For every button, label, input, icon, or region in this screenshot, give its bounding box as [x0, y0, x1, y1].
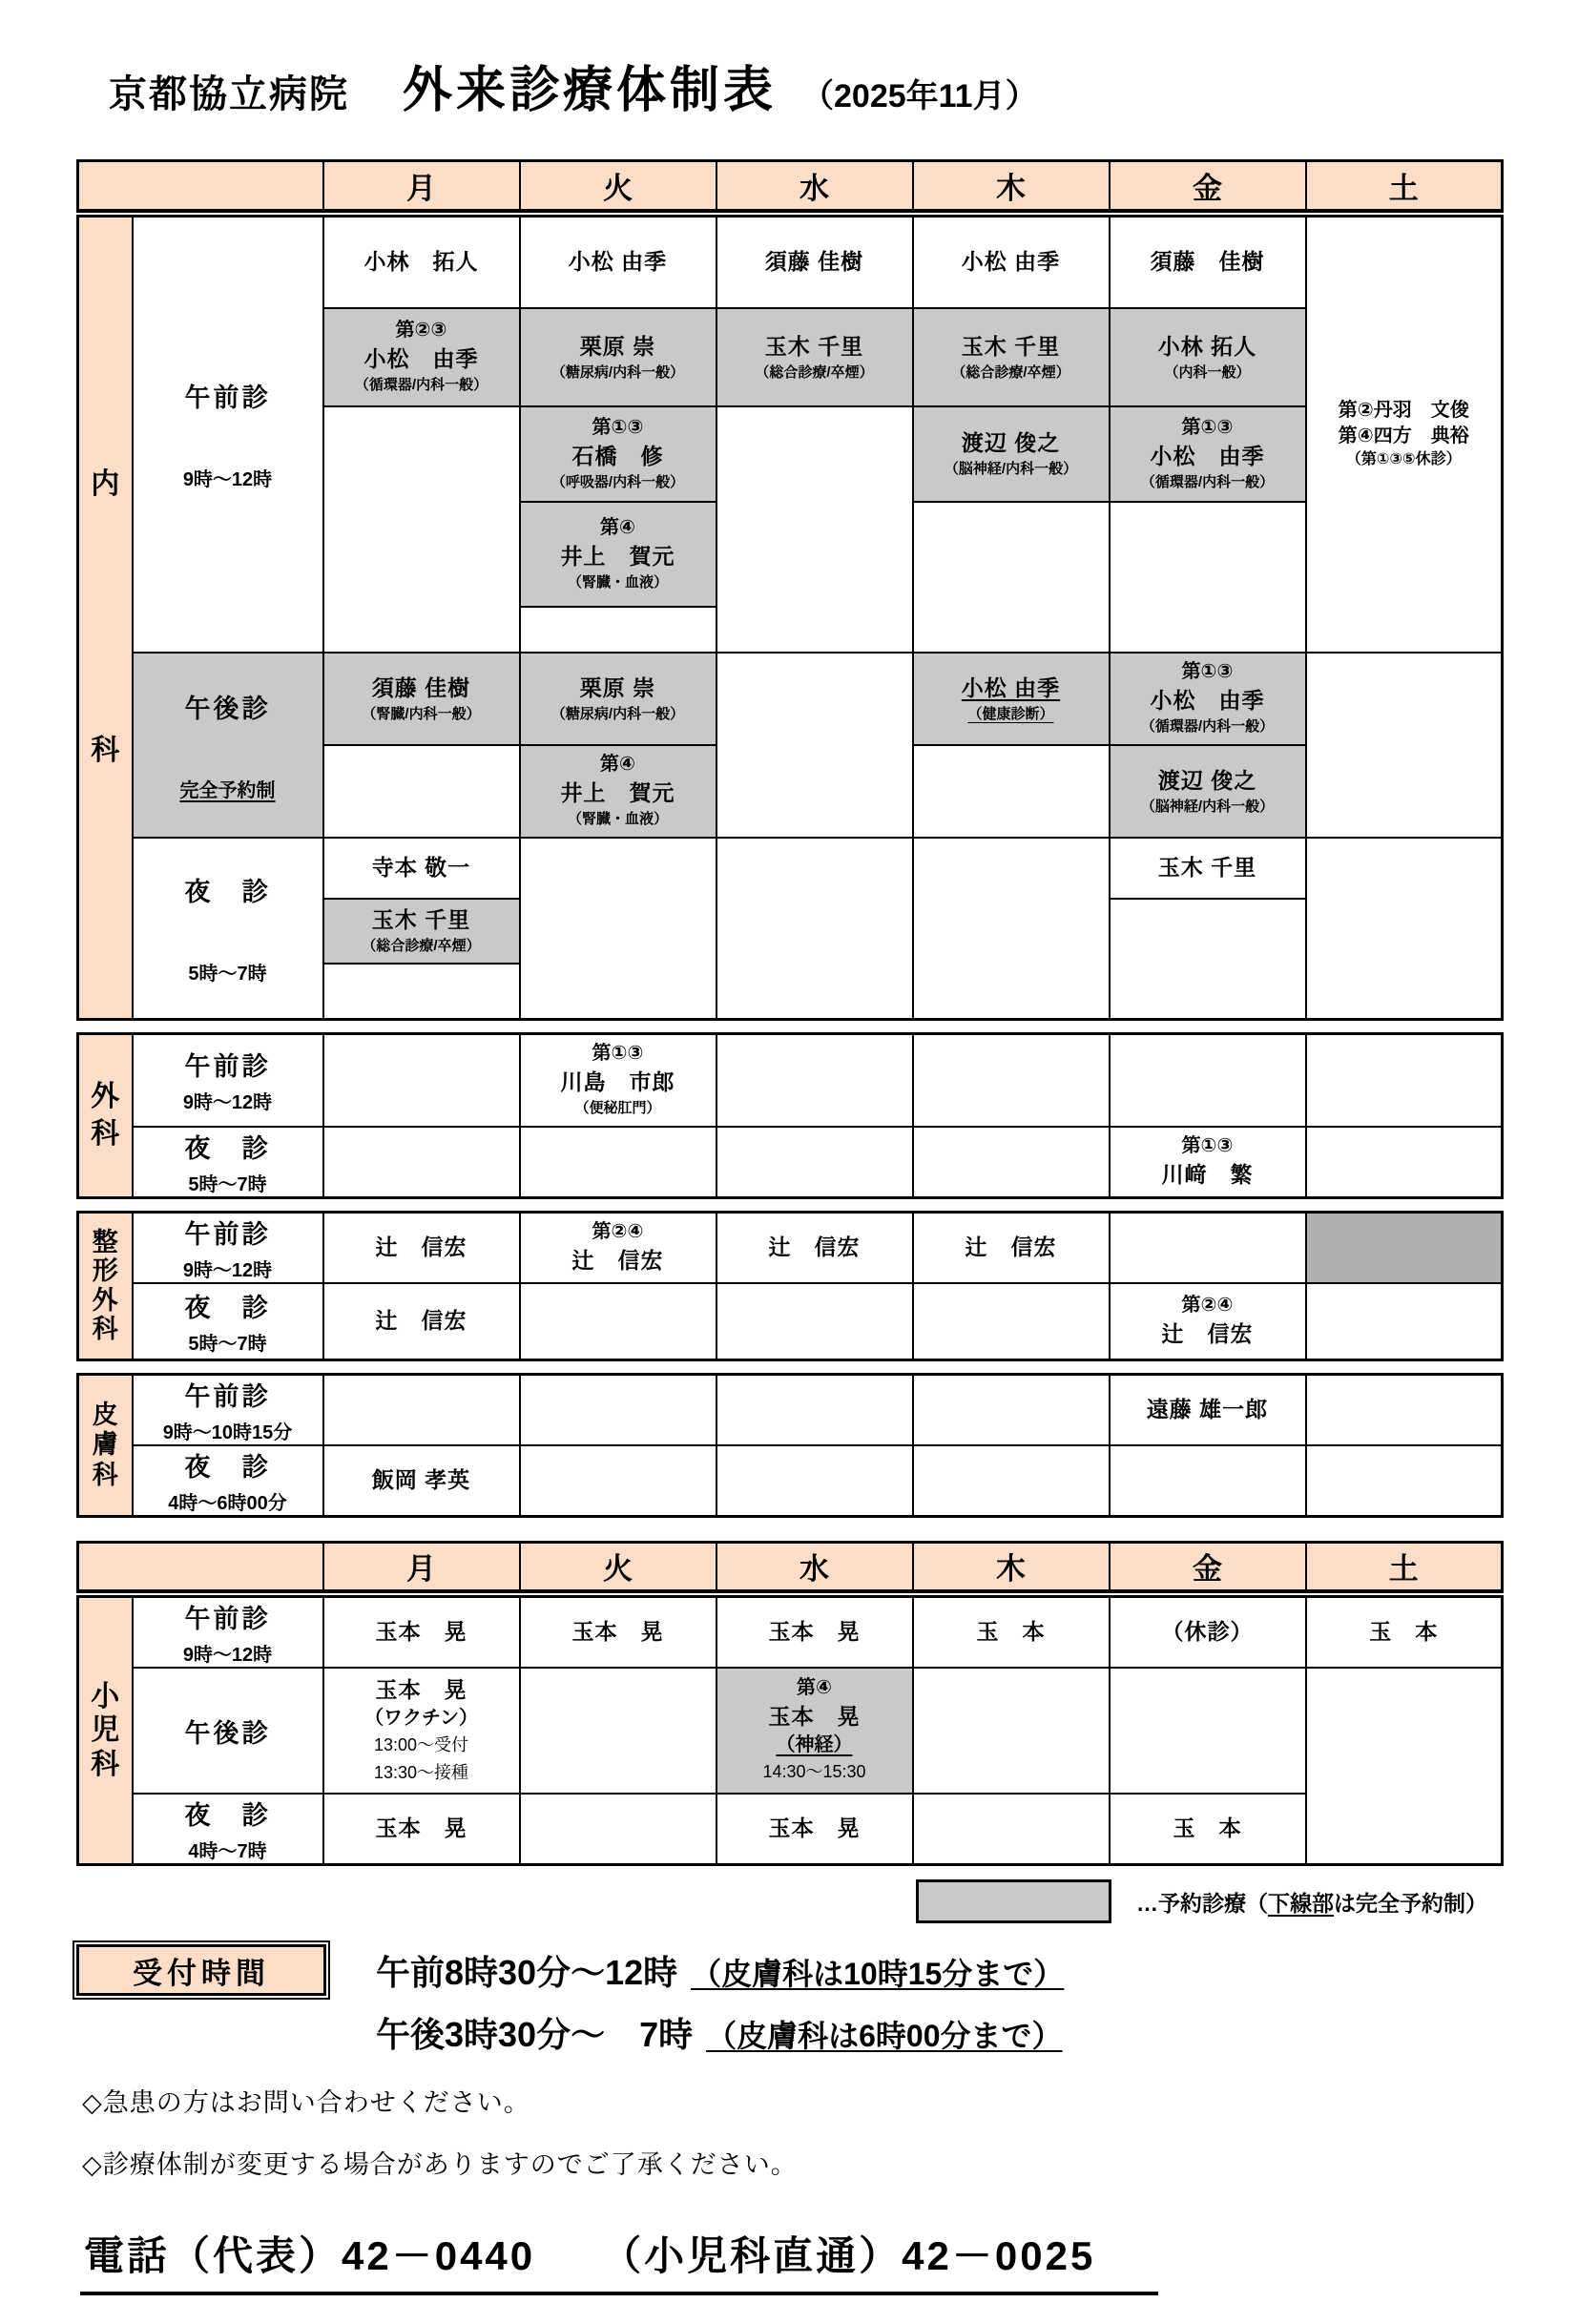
doctor-name: 玉本 晃	[571, 1619, 664, 1645]
session-label-shoni-eve: 夜 診 4時〜7時	[133, 1794, 323, 1865]
specialty-note: （腎臓/内科一般）	[362, 705, 481, 722]
table-row	[78, 1794, 1503, 1865]
doctor-name: 川﨑 繁	[1161, 1161, 1254, 1187]
doctor-name: 小松 由季	[363, 346, 479, 372]
empty-cell	[716, 1283, 913, 1359]
shonika-table	[76, 1595, 1504, 1866]
empty-cell	[913, 502, 1110, 653]
empty-cell	[913, 1668, 1110, 1794]
weekday-header-row	[78, 161, 1503, 211]
table-row	[78, 1213, 1503, 1284]
empty-cell	[520, 1794, 716, 1865]
schedule-cell	[716, 1668, 913, 1794]
day-monday: 月	[323, 161, 520, 211]
empty-cell	[520, 1283, 716, 1359]
schedule-cell	[1306, 1597, 1503, 1669]
specialty-note: （糖尿病/内科一般）	[550, 705, 685, 722]
doctor-name: 玉本 晃	[375, 1816, 467, 1841]
session-label-naika-am: 午前診 9時〜12時	[133, 216, 323, 653]
doctor-name: 井上 賀元	[560, 543, 675, 569]
empty-cell	[716, 406, 913, 653]
doctor-name: 玉本 晃	[768, 1816, 861, 1841]
doctor-name: 辻 信宏	[571, 1247, 664, 1273]
slot-tag: 第①③	[592, 416, 644, 438]
empty-cell	[913, 1283, 1110, 1359]
phone-numbers: 電話（代表）42－0440 （小児科直通）42－0025	[80, 2225, 1158, 2295]
doctor-name: 遠藤 雄一郎	[1146, 1396, 1269, 1421]
specialty-note: （循環器/内科一般）	[1140, 718, 1275, 736]
schedule-cell	[323, 1597, 520, 1669]
specialty-note: （腎臓・血液）	[567, 573, 668, 591]
schedule-cell	[1110, 745, 1306, 838]
legend	[916, 1879, 1502, 1923]
doctor-name: 小松 由季	[1150, 688, 1265, 714]
empty-cell	[716, 1033, 913, 1127]
schedule-cell	[716, 1597, 913, 1669]
empty-cell	[716, 838, 913, 1019]
schedule-cell	[1110, 653, 1306, 745]
doctor-name: 栗原 崇	[579, 333, 656, 359]
schedule-cell	[1110, 1794, 1306, 1865]
empty-cell	[913, 1374, 1110, 1445]
doctor-name: 辻 信宏	[768, 1235, 861, 1260]
dept-label-seikei: 整 形 外 科	[78, 1213, 133, 1360]
page-title: 外来診療体制表	[403, 63, 778, 118]
schedule-cell	[323, 653, 520, 745]
empty-cell	[323, 745, 520, 838]
empty-cell	[323, 1127, 520, 1198]
doctor-name: 小林 拓人	[363, 249, 479, 275]
doctor-name: 栗原 崇	[579, 674, 656, 700]
session-label-hifu-am: 午前診 9時〜10時15分	[133, 1374, 323, 1445]
doctor-name: 小松 由季	[961, 674, 1061, 700]
slot-tag: 第①③	[592, 1042, 644, 1064]
schedule-cell	[1110, 1374, 1306, 1445]
specialty-note: （脳神経/内科一般）	[944, 461, 1078, 478]
table-row	[78, 838, 1503, 899]
reception-line-am: 午前8時30分〜12時 （皮膚科は10時15分まで）	[376, 1946, 1064, 1995]
doctor-name: 寺本 敬一	[371, 855, 471, 881]
doctor-name: 須藤 佳樹	[371, 674, 471, 700]
day-friday: 金	[1110, 1542, 1306, 1591]
specialty-note: （総合診療/卒煙）	[755, 363, 874, 381]
closed-note: （第①③⑤休診）	[1345, 451, 1462, 468]
schedule-cell	[520, 308, 716, 406]
schedule-cell	[323, 1283, 520, 1359]
schedule-cell	[520, 745, 716, 838]
schedule-cell	[520, 1213, 716, 1284]
slot-tag: 第②③	[395, 320, 447, 342]
schedule-cell-saturday	[1306, 216, 1503, 653]
empty-cell	[1110, 1445, 1306, 1517]
table-row	[78, 1445, 1503, 1517]
doctor-name: 玉木 千里	[371, 907, 471, 933]
doctor-name: 玉木 千里	[961, 333, 1061, 359]
empty-cell	[913, 1127, 1110, 1198]
specialty-note: （糖尿病/内科一般）	[550, 363, 685, 381]
session-label-seikei-am: 午前診 9時〜12時	[133, 1213, 323, 1284]
schedule-cell	[1110, 838, 1306, 899]
schedule-cell	[716, 308, 913, 406]
time-detail: 13:30〜接種	[373, 1763, 469, 1783]
reception-line-pm: 午後3時30分〜 7時 （皮膚科は6時00分まで）	[376, 2008, 1064, 2057]
slot-tag: 第①③	[1181, 661, 1234, 683]
doctor-name: 渡辺 俊之	[961, 430, 1061, 456]
session-label-shoni-am: 午前診 9時〜12時	[133, 1597, 323, 1669]
note-emergency: ◇急患の方はお問い合わせください。	[82, 2088, 530, 2117]
table-row	[78, 1127, 1503, 1198]
doctor-name: 川島 市郎	[560, 1069, 675, 1094]
dept-label-hifuka: 皮 膚 科	[78, 1374, 133, 1516]
table-row	[78, 1283, 1503, 1359]
table-row	[78, 1597, 1503, 1669]
empty-cell	[520, 838, 716, 1019]
slot-tag: 第④	[797, 1676, 832, 1698]
empty-cell	[323, 1374, 520, 1445]
doctor-name: 小林 拓人	[1157, 333, 1257, 359]
empty-cell	[520, 1127, 716, 1198]
schedule-cell	[913, 1597, 1110, 1669]
day-tuesday: 火	[520, 161, 716, 211]
empty-cell	[1306, 838, 1503, 1019]
closed-label: （休診）	[1161, 1619, 1254, 1645]
empty-cell	[520, 1668, 716, 1794]
doctor-name: 須藤 佳樹	[1150, 249, 1265, 275]
legend-text: …予約診療（下線部は完全予約制）	[1136, 1890, 1487, 1916]
schedule-cell	[716, 1794, 913, 1865]
empty-cell	[913, 1794, 1110, 1865]
session-label-hifu-eve: 夜 診 4時〜6時00分	[133, 1445, 323, 1517]
reserved-only-cell	[1306, 1213, 1503, 1284]
specialty-note: （循環器/内科一般）	[1140, 473, 1275, 490]
empty-cell	[1306, 653, 1503, 838]
empty-cell	[1110, 1033, 1306, 1127]
time-detail: 14:30〜15:30	[762, 1762, 866, 1782]
empty-cell	[716, 653, 913, 838]
doctor-name: 小松 由季	[961, 249, 1061, 275]
doctor-name: 須藤 佳樹	[764, 249, 864, 275]
note-changes: ◇診療体制が変更する場合がありますのでご了承ください。	[82, 2150, 798, 2179]
slot-tag: 第④	[600, 516, 635, 538]
table-row	[78, 1374, 1503, 1445]
day-wednesday: 水	[716, 161, 913, 211]
dept-label-geka: 外 科	[78, 1033, 133, 1198]
doctor-name: 渡辺 俊之	[1157, 767, 1257, 793]
naika-table	[76, 215, 1504, 1021]
schedule-cell	[913, 406, 1110, 502]
schedule-cell	[323, 1668, 520, 1794]
reception-hours-label: 受付時間	[76, 1944, 326, 1996]
specialty-note: （健康診断）	[967, 705, 1054, 722]
doctor-name: 玉 本	[1173, 1816, 1242, 1841]
reception-hours	[76, 1944, 1502, 2057]
schedule-cell	[323, 1445, 520, 1517]
doctor-name: 玉 本	[976, 1619, 1046, 1645]
schedule-cell	[323, 899, 520, 964]
schedule-cell	[913, 653, 1110, 745]
hospital-name: 京都協立病院	[109, 73, 349, 115]
header-spacer-cell	[78, 1542, 323, 1591]
empty-cell	[323, 964, 520, 1019]
document-title	[76, 50, 1502, 121]
schedule-cell	[1110, 1597, 1306, 1669]
day-saturday: 土	[1306, 161, 1503, 211]
doctor-name: 辻 信宏	[1161, 1320, 1254, 1346]
derma-exception: （皮膚科は6時00分まで）	[706, 2019, 1063, 2053]
empty-cell	[323, 406, 520, 653]
empty-cell	[520, 1445, 716, 1517]
specialty-note: （総合診療/卒煙）	[362, 938, 481, 955]
session-label-geka-am: 午前診 9時〜12時	[133, 1033, 323, 1127]
schedule-cell	[520, 1033, 716, 1127]
empty-cell	[520, 607, 716, 653]
schedule-cell	[1110, 406, 1306, 502]
schedule-cell	[323, 216, 520, 308]
doctor-name: 玉 本	[1369, 1619, 1439, 1645]
slot-tag: 第④	[600, 754, 635, 776]
dept-label-naika: 内 科	[78, 216, 133, 1019]
empty-cell	[1306, 1445, 1503, 1517]
doctor-name: 玉本 晃	[768, 1703, 861, 1729]
empty-cell	[716, 1374, 913, 1445]
specialty-note: （腎臓・血液）	[567, 811, 668, 828]
empty-cell	[1306, 1374, 1503, 1445]
doctor-name: 石橋 修	[571, 443, 664, 468]
doctor-name: 辻 信宏	[375, 1308, 467, 1334]
doctor-name: 小松 由季	[568, 249, 668, 275]
specialty-note: （内科一般）	[1164, 363, 1251, 381]
empty-cell	[1306, 1033, 1503, 1127]
doctor-name: 小松 由季	[1150, 443, 1265, 468]
table-row	[78, 216, 1503, 308]
empty-cell	[323, 1033, 520, 1127]
slot-tag: 第②④	[592, 1220, 644, 1242]
specialty-note: （神経）	[776, 1734, 853, 1756]
empty-cell	[1110, 899, 1306, 1019]
session-label-geka-eve: 夜 診 5時〜7時	[133, 1127, 323, 1198]
schedule-cell	[716, 1213, 913, 1284]
day-saturday: 土	[1306, 1542, 1503, 1591]
day-thursday: 木	[913, 1542, 1110, 1591]
doctor-name: 玉木 千里	[764, 333, 864, 359]
doctor-name: 辻 信宏	[965, 1235, 1057, 1260]
doctor-name: 玉本 晃	[768, 1619, 861, 1645]
empty-cell	[1110, 1213, 1306, 1284]
empty-cell	[913, 838, 1110, 1019]
specialty-note: （呼吸器/内科一般）	[550, 473, 685, 490]
doctor-name: 第④四方 典裕	[1338, 425, 1469, 447]
schedule-cell	[323, 308, 520, 406]
schedule-cell	[520, 1597, 716, 1669]
schedule-cell	[323, 1794, 520, 1865]
schedule-cell	[716, 216, 913, 308]
day-wednesday: 水	[716, 1542, 913, 1591]
empty-cell	[1306, 1668, 1503, 1865]
empty-cell	[1306, 1283, 1503, 1359]
slot-tag: 第①③	[1181, 1134, 1234, 1156]
weekday-header-table-pediatrics	[76, 1541, 1504, 1594]
header-spacer-cell	[78, 161, 323, 211]
empty-cell	[913, 1033, 1110, 1127]
day-monday: 月	[323, 1542, 520, 1591]
empty-cell	[1306, 1127, 1503, 1198]
session-label-shoni-pm: 午後診	[133, 1668, 323, 1794]
schedule-cell	[913, 1213, 1110, 1284]
schedule-cell	[520, 216, 716, 308]
table-row	[78, 1668, 1503, 1794]
session-label-seikei-eve: 夜 診 5時〜7時	[133, 1283, 323, 1359]
schedule-cell	[1110, 1283, 1306, 1359]
slot-tag: 第①③	[1181, 416, 1234, 438]
empty-cell	[520, 1374, 716, 1445]
dept-label-shonika: 小 児 科	[78, 1597, 133, 1865]
day-friday: 金	[1110, 161, 1306, 211]
schedule-cell	[1110, 1127, 1306, 1198]
doctor-name: 第②丹羽 文俊	[1338, 400, 1469, 422]
day-thursday: 木	[913, 161, 1110, 211]
seikei-table	[76, 1211, 1504, 1361]
gray-swatch	[916, 1879, 1111, 1923]
empty-cell	[716, 1445, 913, 1517]
empty-cell	[716, 1127, 913, 1198]
session-label-naika-eve: 夜 診 5時〜7時	[133, 838, 323, 1019]
specialty-note: （便秘肛門）	[574, 1100, 661, 1117]
doctor-name: 辻 信宏	[375, 1235, 467, 1260]
doctor-name: 玉本 晃	[375, 1619, 467, 1645]
day-tuesday: 火	[520, 1542, 716, 1591]
schedule-cell	[1110, 308, 1306, 406]
derma-exception: （皮膚科は10時15分まで）	[691, 1957, 1065, 1991]
vaccine-note: （ワクチン）	[364, 1708, 478, 1730]
session-label-naika-pm: 午後診 完全予約制	[133, 653, 323, 838]
geka-table	[76, 1032, 1504, 1200]
table-row	[78, 1033, 1503, 1127]
time-detail: 13:00〜受付	[373, 1735, 469, 1755]
empty-cell	[913, 1445, 1110, 1517]
schedule-cell	[913, 216, 1110, 308]
doctor-name: 井上 賀元	[560, 780, 675, 806]
specialty-note: （脳神経/内科一般）	[1140, 798, 1275, 815]
schedule-cell	[913, 308, 1110, 406]
schedule-cell	[323, 1213, 520, 1284]
empty-cell	[1110, 502, 1306, 653]
schedule-cell	[520, 406, 716, 502]
schedule-cell	[1110, 216, 1306, 308]
empty-cell	[1110, 1668, 1306, 1794]
empty-cell	[913, 745, 1110, 838]
table-row	[78, 653, 1503, 745]
weekday-header-table	[76, 159, 1504, 213]
weekday-header-row	[78, 1542, 1503, 1591]
schedule-cell	[520, 502, 716, 607]
schedule-cell	[520, 653, 716, 745]
specialty-note: （総合診療/卒煙）	[951, 363, 1070, 381]
doctor-name: 飯岡 孝英	[371, 1466, 471, 1492]
slot-tag: 第②④	[1181, 1294, 1234, 1316]
specialty-note: （循環器/内科一般）	[354, 377, 488, 394]
title-period: （2025年11月）	[801, 78, 1038, 114]
hifuka-table	[76, 1373, 1504, 1518]
schedule-cell	[323, 838, 520, 899]
doctor-name: 玉木 千里	[1157, 855, 1257, 881]
doctor-name: 玉本 晃	[375, 1677, 467, 1703]
